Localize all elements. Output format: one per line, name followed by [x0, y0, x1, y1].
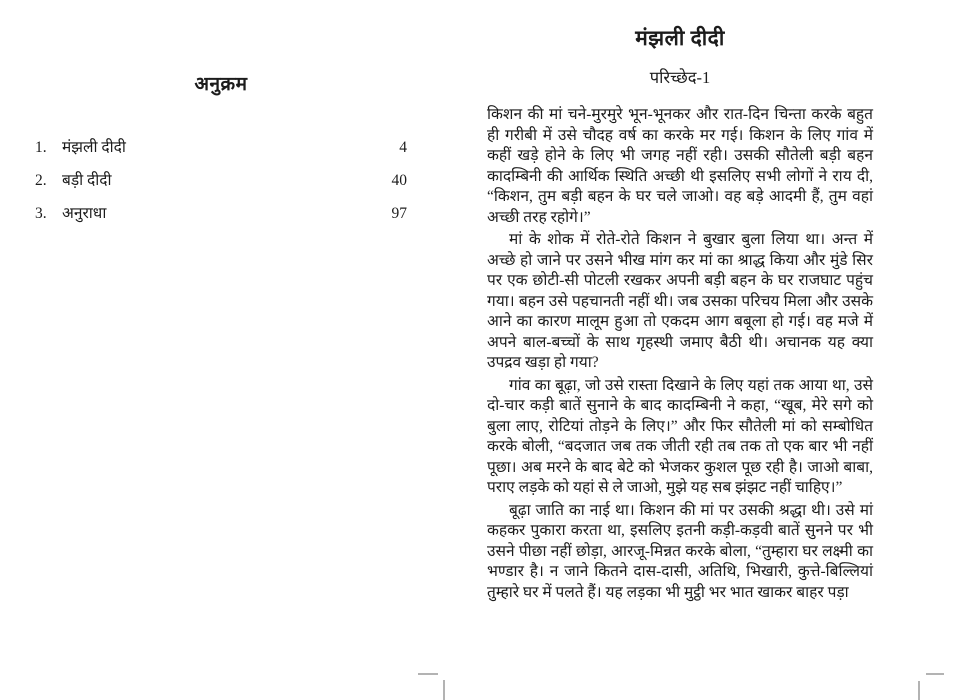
toc-entry-number: 1.	[35, 139, 47, 156]
page-corner-mark	[443, 680, 445, 700]
toc-entry-number: 3.	[35, 205, 47, 222]
toc-entry	[35, 204, 407, 223]
toc-entry-page-number: 4	[399, 139, 407, 156]
story-paragraph: गांव का बूढ़ा, जो उसे रास्ता दिखाने के लिए यहां तक आया था, उसे दो-चार कड़ी बातें सुनाने के बाद कादम्बिनी ने कहा, “खूब, मेरे सगे को बुला लाए, रोटियां तोड़ने के लिए।” और फिर सौतेली मां को सम्बोधित करके बोली, “बदजात जब तक जीती रही तब तक तो एक बार भी नहीं पूछा। अब मरने के बाद बेटे को भेजकर कुशल पूछ रही है। जाओ बाबा, पराए लड़के को यहां से ले जाओ, मुझे यह सब झंझट नहीं चाहिए।”	[487, 376, 873, 496]
toc-list	[35, 138, 407, 223]
story-paragraph: बूढ़ा जाति का नाई था। किशन की मां पर उसकी श्रद्धा थी। उसे मां कहकर पुकारा करता था, इसलिए इतनी कड़ी-कड़वी बातें सुनने पर भी उसने पीछा नहीं छोड़ा, आरजू-मिन्नत करके बोला, “तुम्हारा घर लक्ष्मी का भण्डार है। न जाने कितने दास-दासी, अतिथि, भिखारी, कुत्ते-बिल्लियां तुम्हारे घर में पलते हैं। यह लड़का भी मुट्ठी भर भात खाकर बाहर पड़ा	[487, 501, 873, 601]
story-paragraph: मां के शोक में रोते-रोते किशन ने बुखार बुला लिया था। अन्त में अच्छे हो जाने पर उसने भीख मांग कर मां का श्राद्ध किया और मुंडे सिर पर एक छोटी-सी पोटली रखकर अपनी बड़ी बहन के घर राजघाट पहुंच गया। बहन उसे पहचानती नहीं थी। जब उसका परिचय मिला और उसके आने का कारण मालूम हुआ तो एकदम आग बबूला हो गई। वह मजे में अपने बाल-बच्चों के साथ गृहस्थी जमाए बैठी थी। अचानक यह क्या उपद्रव खड़ा हो गया?	[487, 231, 873, 371]
toc-entry-title: अनुराधा	[62, 205, 107, 222]
page-corner-mark	[918, 681, 920, 700]
toc-page	[35, 70, 407, 237]
toc-entry	[35, 138, 407, 157]
toc-entry-page-number: 40	[391, 172, 407, 189]
story-body	[487, 105, 873, 603]
toc-heading: अनुक्रम	[194, 74, 248, 95]
story-title: मंझली दीदी	[635, 26, 725, 50]
page-corner-mark	[418, 673, 438, 675]
page-corner-mark	[926, 673, 944, 675]
chapter-heading: परिच्छेद-1	[649, 68, 711, 87]
toc-entry	[35, 171, 407, 190]
toc-entry-page-number: 97	[391, 205, 407, 222]
toc-entry-title: मंझली दीदी	[62, 139, 126, 156]
toc-entry-title: बड़ी दीदी	[62, 172, 112, 189]
toc-entry-number: 2.	[35, 172, 47, 189]
content-page	[487, 24, 873, 605]
story-paragraph: किशन की मां चने-मुरमुरे भून-भूनकर और रात-दिन चिन्ता करके बहुत ही गरीबी में उसे चौदह वर्ष का करके मर गई। किशन के लिए गांव में कहीं खड़े होने के लिए भी जगह नहीं रही। उसकी सौतेली बड़ी बहन कादम्बिनी की आर्थिक स्थिति अच्छी थी इसलिए सभी लोगों ने राय दी, “किशन, तुम बड़ी बहन के घर चले जाओ। वह बड़े आदमी हैं, तुम वहां अच्छी तरह रहोगे।”	[487, 106, 873, 226]
